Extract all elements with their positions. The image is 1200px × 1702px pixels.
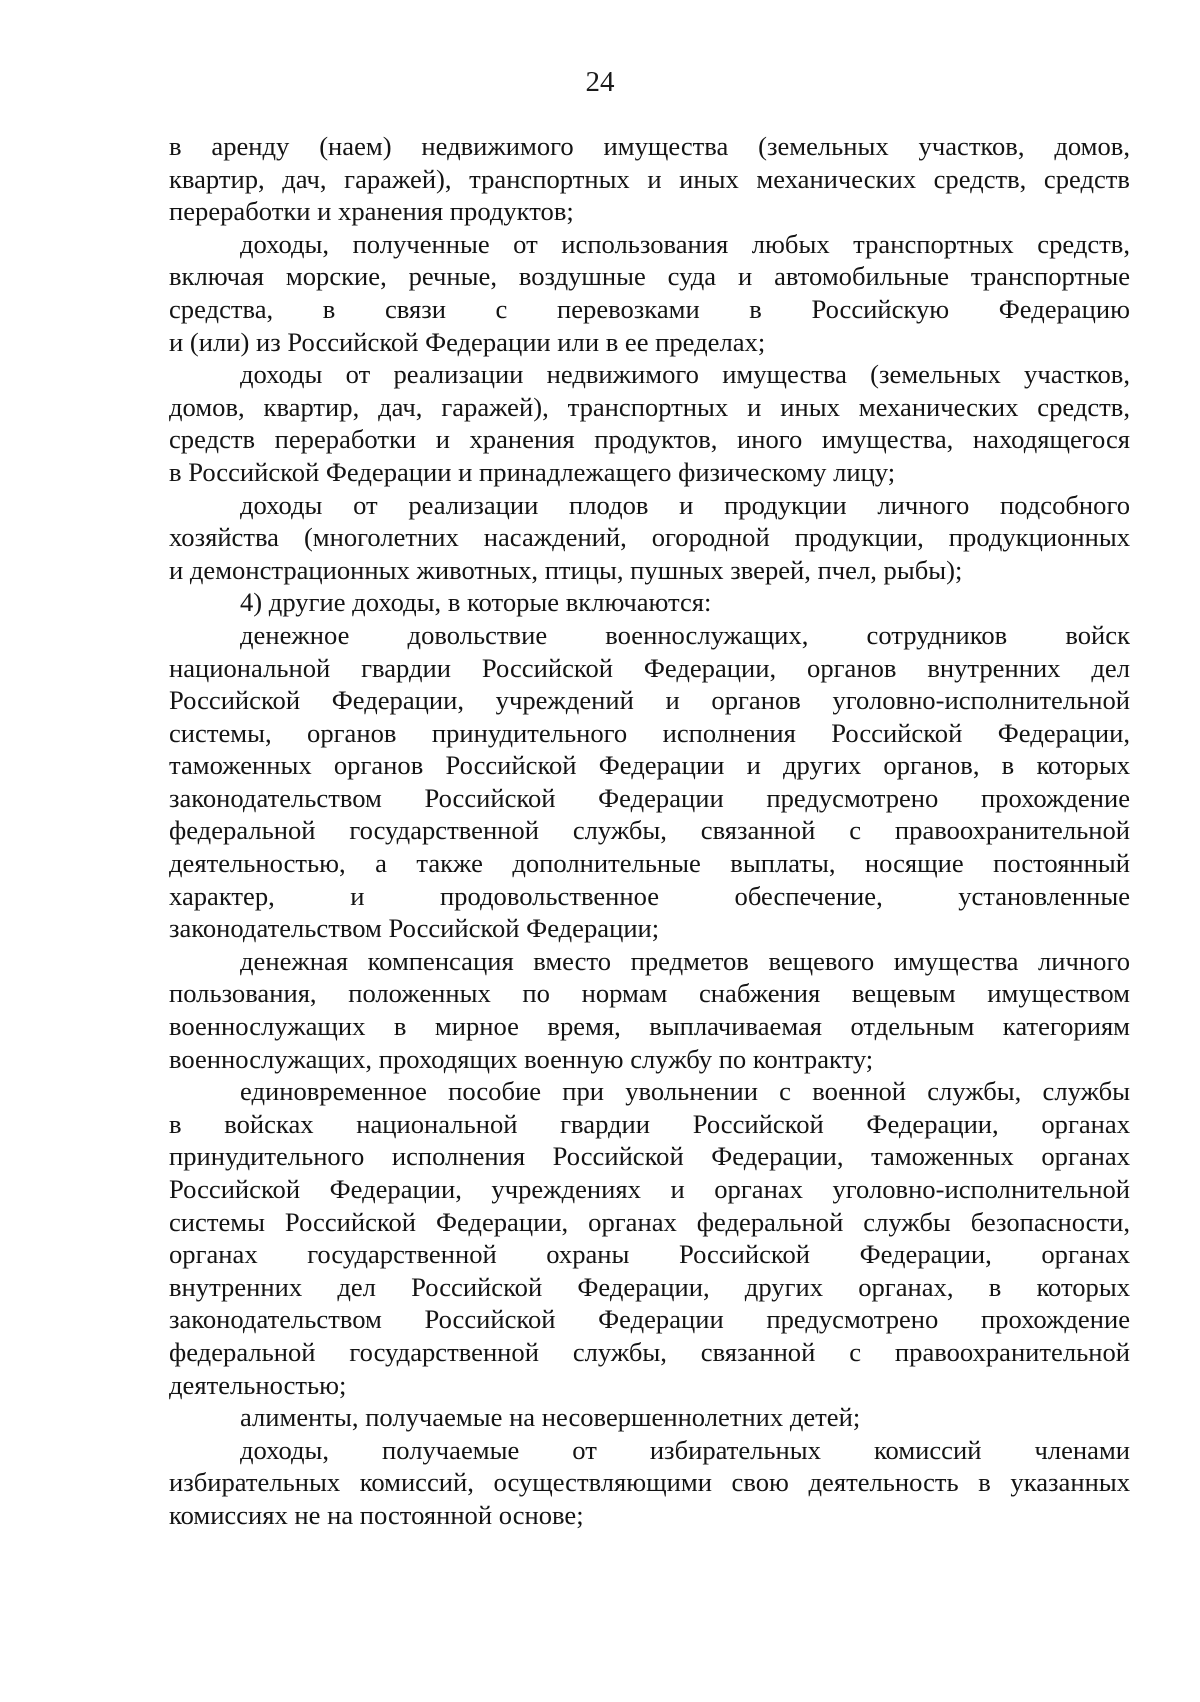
text-line: 4) другие доходы, в которые включаются:: [240, 587, 712, 618]
text-line: в Российской Федерации и принадлежащего физическому лицу;: [169, 456, 896, 487]
text-line: системы Российской Федерации, органах федеральной службы безопасности,: [169, 1206, 1130, 1237]
text-line: доходы от реализации недвижимого имущества (земельных участков,: [240, 359, 1130, 390]
text-line: федеральной государственной службы, связанной с правоохранительной: [169, 815, 1130, 846]
text-line: избирательных комиссий, осуществляющими свою деятельность в указанных: [169, 1467, 1130, 1498]
text-line: средств переработки и хранения продуктов, иного имущества, находящегося: [169, 424, 1130, 455]
paragraph: [169, 489, 1130, 587]
text-line: доходы, полученные от использования любых транспортных средств,: [240, 228, 1130, 259]
text-line: в аренду (наем) недвижимого имущества (земельных участков, домов,: [169, 131, 1130, 161]
text-line: доходы, получаемые от избирательных комиссий членами: [240, 1434, 1130, 1465]
text-line: системы, органов принудительного исполнения Российской Федерации,: [169, 717, 1130, 748]
text-line: характер, и продовольственное обеспечение, установленные: [169, 880, 1130, 911]
paragraph: [169, 586, 1130, 619]
document-body: [169, 130, 1130, 1532]
text-line: квартир, дач, гаражей), транспортных и иных механических средств, средств: [169, 163, 1130, 194]
text-line: военнослужащих в мирное время, выплачиваемая отдельным категориям: [169, 1011, 1130, 1042]
paragraph: [169, 619, 1130, 945]
text-line: денежная компенсация вместо предметов вещевого имущества личного: [240, 945, 1130, 976]
text-line: хозяйства (многолетних насаждений, огородной продукции, продукционных: [169, 522, 1130, 553]
text-line: и демонстрационных животных, птицы, пушных зверей, пчел, рыбы);: [169, 554, 963, 585]
text-line: Российской Федерации, учреждений и органов уголовно-исполнительной: [169, 685, 1130, 716]
text-line: домов, квартир, дач, гаражей), транспортных и иных механических средств,: [169, 391, 1130, 422]
text-line: переработки и хранения продуктов;: [169, 196, 574, 227]
text-line: федеральной государственной службы, связанной с правоохранительной: [169, 1336, 1130, 1367]
text-line: комиссиях не на постоянной основе;: [169, 1499, 584, 1530]
text-line: доходы от реализации плодов и продукции личного подсобного: [240, 489, 1130, 520]
text-line: пользования, положенных по нормам снабжения вещевым имуществом: [169, 978, 1130, 1009]
text-line: деятельностью;: [169, 1369, 347, 1400]
text-line: органах государственной охраны Российской Федерации, органах: [169, 1239, 1130, 1270]
text-line: включая морские, речные, воздушные суда и автомобильные транспортные: [169, 261, 1130, 292]
paragraph: [169, 228, 1130, 358]
text-line: Российской Федерации, учреждениях и органах уголовно-исполнительной: [169, 1174, 1130, 1204]
page-number: 24: [585, 66, 615, 98]
text-line: национальной гвардии Российской Федерации, органов внутренних дел: [169, 652, 1130, 683]
paragraph: [169, 1401, 1130, 1434]
text-line: таможенных органов Российской Федерации и других органов, в которых: [169, 750, 1130, 781]
text-line: в войсках национальной гвардии Российской Федерации, органах: [169, 1108, 1130, 1139]
text-line: деятельностью, а также дополнительные выплаты, носящие постоянный: [169, 848, 1130, 879]
paragraph: [169, 945, 1130, 1075]
text-line: алименты, получаемые на несовершеннолетних детей;: [240, 1402, 861, 1433]
text-line: единовременное пособие при увольнении с военной службы, службы: [240, 1076, 1130, 1107]
text-line: и (или) из Российской Федерации или в ее пределах;: [169, 326, 766, 357]
text-line: законодательством Российской Федерации предусмотрено прохождение: [169, 782, 1130, 813]
text-line: денежное довольствие военнослужащих, сотрудников войск: [240, 619, 1130, 650]
text-line: законодательством Российской Федерации предусмотрено прохождение: [169, 1304, 1130, 1335]
text-line: принудительного исполнения Российской Федерации, таможенных органах: [169, 1141, 1130, 1172]
text-line: законодательством Российской Федерации;: [169, 913, 660, 944]
text-line: внутренних дел Российской Федерации, других органах, в которых: [169, 1271, 1130, 1302]
paragraph: [169, 130, 1130, 228]
paragraph: [169, 1434, 1130, 1532]
paragraph: [169, 358, 1130, 488]
text-line: средства, в связи с перевозками в Российскую Федерацию: [169, 293, 1130, 324]
text-line: военнослужащих, проходящих военную службу по контракту;: [169, 1043, 874, 1074]
paragraph: [169, 1075, 1130, 1401]
